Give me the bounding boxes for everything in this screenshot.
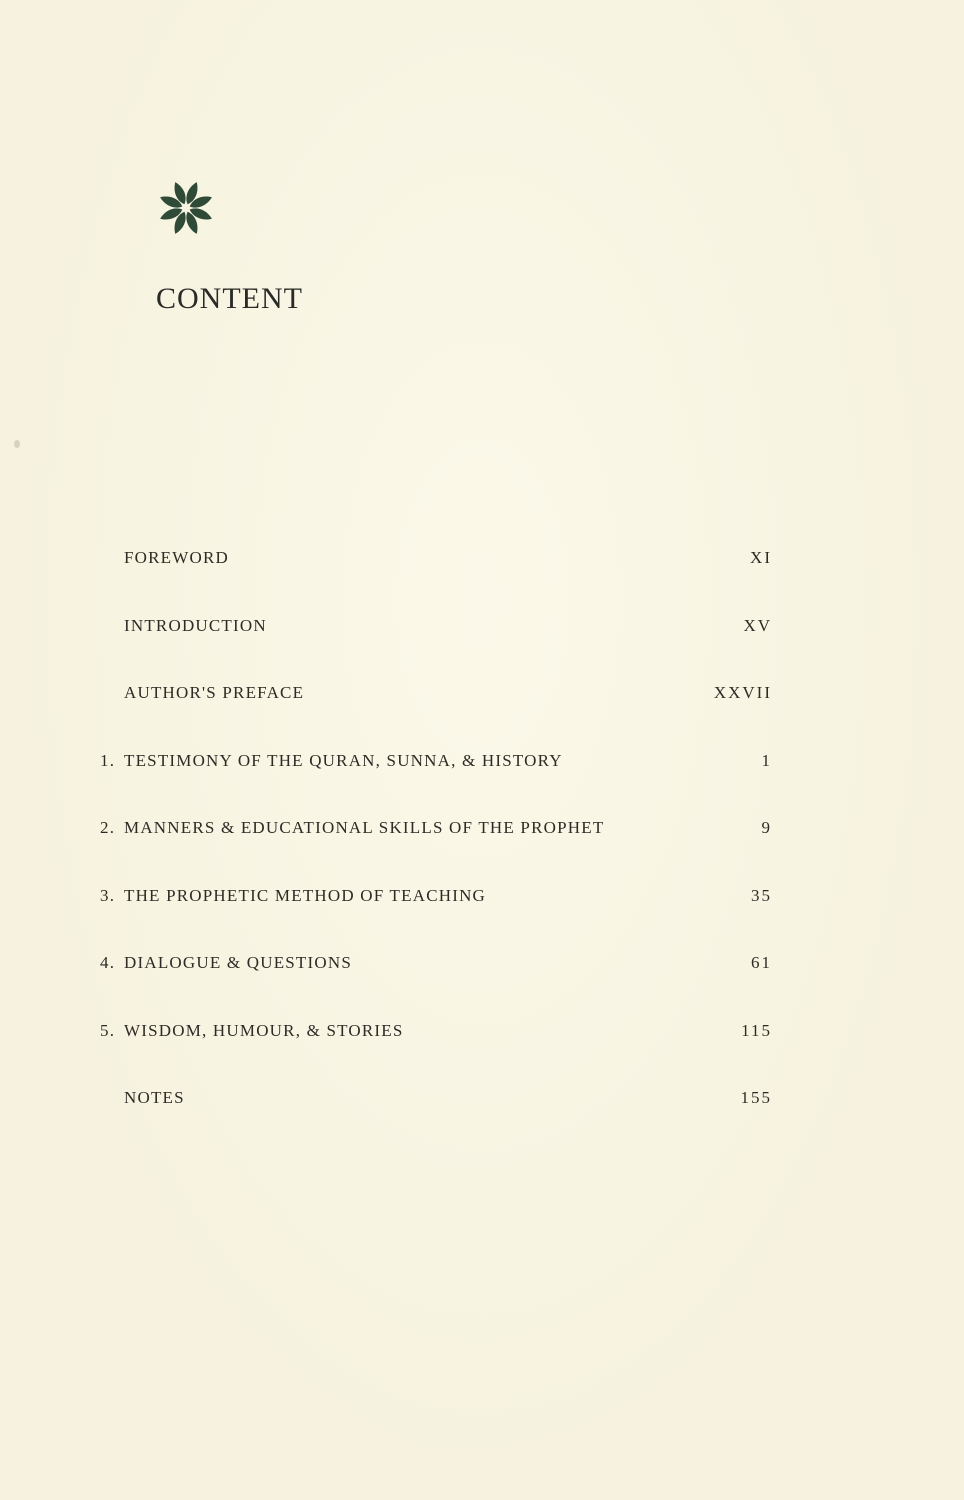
toc-entry: [100, 1021, 772, 1089]
toc-entry-title: INTRODUCTION: [124, 615, 267, 635]
toc-entry-page: 61: [751, 953, 772, 972]
toc-entry-page: XXVII: [713, 683, 772, 702]
toc-entry-page: 115: [741, 1020, 772, 1040]
toc-entry-page: 1: [761, 750, 772, 770]
toc-entry-title: WISDOM, HUMOUR, & STORIES: [124, 1020, 404, 1040]
toc-entry-page: 9: [761, 818, 772, 837]
toc-entry-page: XV: [743, 615, 772, 635]
toc-entry-title: MANNERS & EDUCATIONAL SKILLS OF THE PROPHET: [124, 818, 605, 837]
toc-entry-number: 3.: [100, 885, 116, 905]
page-title: CONTENT: [156, 282, 303, 315]
toc-entry-title: NOTES: [124, 1088, 185, 1107]
toc-entry: [100, 953, 772, 1021]
toc-entry-number: 2.: [100, 818, 116, 837]
toc-entry-page: 155: [740, 1088, 772, 1107]
toc-entry: [100, 683, 772, 751]
toc-entry-title: TESTIMONY OF THE QURAN, SUNNA, & HISTORY: [124, 750, 563, 770]
toc-entry-number: 1.: [100, 750, 116, 770]
toc-entry: [100, 886, 772, 954]
table-of-contents: [100, 548, 772, 1156]
toc-entry: [100, 616, 772, 684]
toc-entry-page: XI: [750, 548, 772, 567]
toc-entry-number: 4.: [100, 953, 116, 972]
toc-entry-number: 5.: [100, 1020, 116, 1040]
toc-entry-title: DIALOGUE & QUESTIONS: [124, 953, 352, 972]
paper-smudge: [14, 440, 20, 448]
toc-entry: [100, 1088, 772, 1156]
eight-petal-flower-icon: [156, 178, 216, 238]
toc-entry: [100, 548, 772, 616]
toc-entry-title: FOREWORD: [124, 548, 229, 567]
toc-entry-title: AUTHOR'S PREFACE: [124, 683, 305, 702]
toc-entry: [100, 751, 772, 819]
toc-entry: [100, 818, 772, 886]
toc-entry-page: 35: [751, 885, 772, 905]
toc-entry-title: THE PROPHETIC METHOD OF TEACHING: [124, 885, 487, 905]
